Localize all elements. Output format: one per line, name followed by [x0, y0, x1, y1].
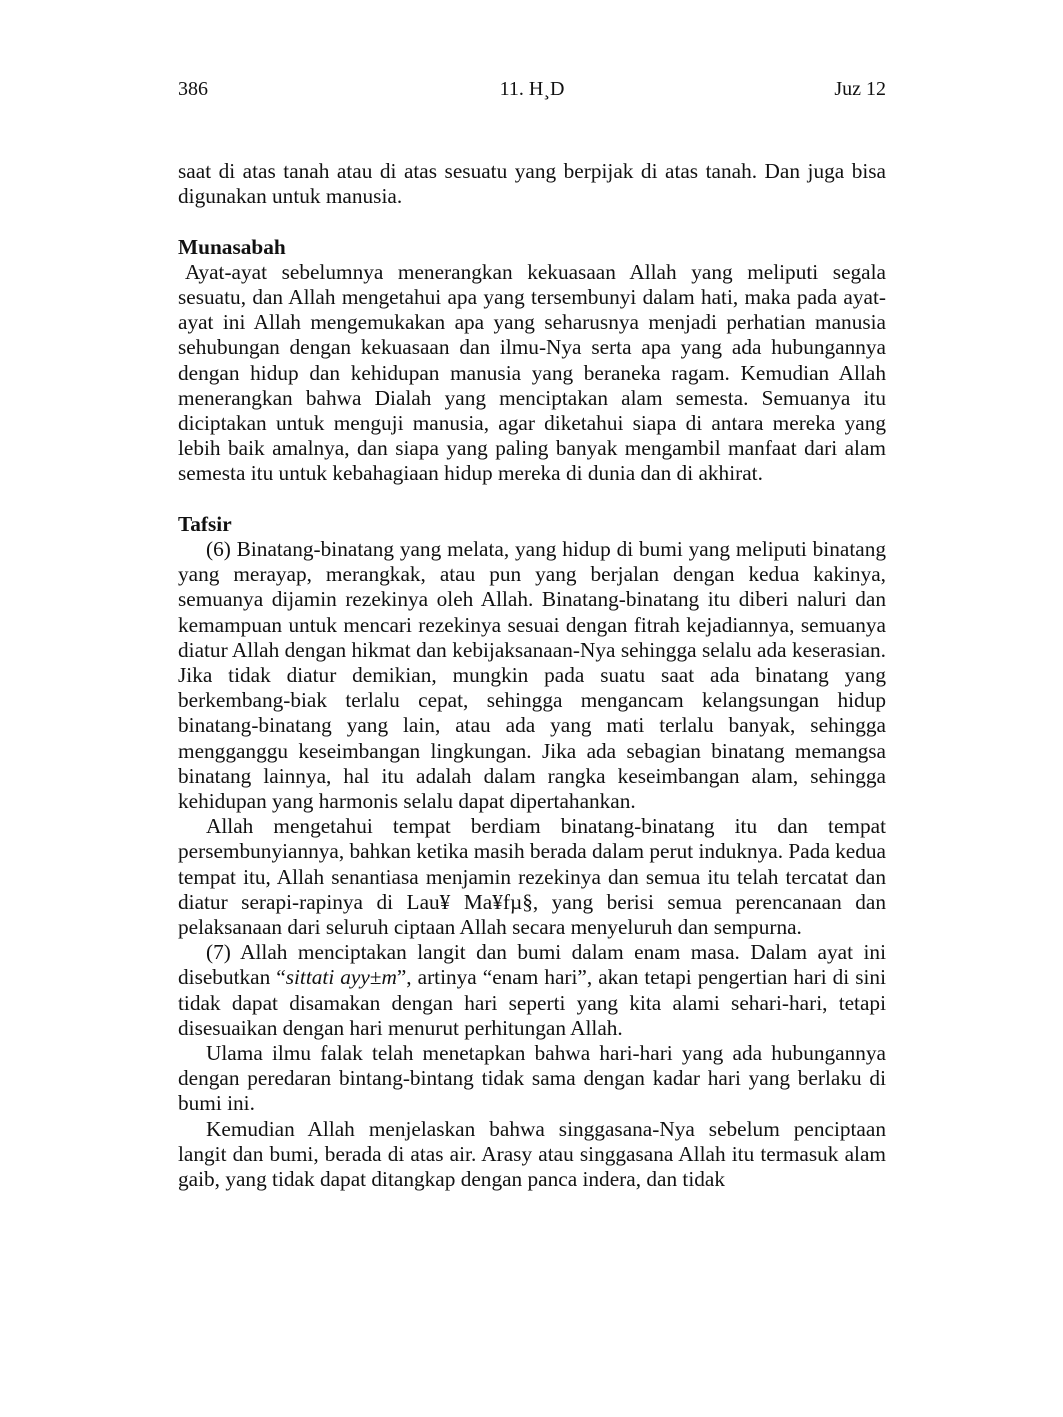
tafsir-paragraph-1: (6) Binatang-binatang yang melata, yang hidup di bumi yang meliputi binatang yang merayap, merangkak, atau pun yang berjalan dengan kedua kakinya, semuanya dijamin rezekinya oleh Allah. Binatang-binatang itu diberi naluri dan kemampuan untuk mencari rezekinya sesuai dengan fitrah kejadiannya, semuanya diatur Allah dengan hikmat dan kebijaksanaan-Nya sehingga selalu ada keserasian. Jika tidak diatur demikian, mungkin pada suatu saat ada binatang yang berkembang-biak terlalu cepat, sehingga mengancam kelangsungan hidup binatang-binatang yang lain, atau ada yang mati terlalu banyak, sehingga mengganggu keseimbangan lingkungan. Jika ada sebagian binatang memangsa binatang lainnya, hal itu adalah dalam rangka keseimbangan alam, sehingga kehidupan yang harmonis selalu dapat dipertahankan. [178, 537, 886, 814]
tafsir-paragraph-2: Allah mengetahui tempat berdiam binatang-binatang itu dan tempat persembunyiannya, bahkan ketika masih berada dalam perut induknya. Pada kedua tempat itu, Allah senantiasa menjamin rezekinya dan semua itu telah tercatat dan diatur serapi-rapinya di Lau¥ Ma¥fµ§, yang berisi semua perencanaan dan pelaksanaan dari seluruh ciptaan Allah secara menyeluruh dan sempurna. [178, 814, 886, 940]
section-gap [178, 487, 886, 512]
page-body [178, 159, 886, 1192]
juz-label: Juz 12 [834, 78, 886, 100]
tafsir-paragraph-3 [178, 940, 886, 1041]
tafsir-heading: Tafsir [178, 511, 232, 536]
chapter-title: 11. H¸D [499, 78, 565, 100]
munasabah-heading: Munasabah [178, 234, 286, 259]
munasabah-paragraph: Ayat-ayat sebelumnya menerangkan kekuasaan Allah yang meliputi segala sesuatu, dan Allah mengetahui apa yang tersembunyi dalam hati, maka pada ayat-ayat ini Allah mengemukakan apa yang seharusnya menjadi perhatian manusia sehubungan dengan kekuasaan dan ilmu-Nya serta apa yang ada hubungannya dengan hidup dan kehidupan manusia yang beraneka ragam. Kemudian Allah menerangkan bahwa Dialah yang menciptakan alam semesta. Semuanya itu diciptakan untuk menguji manusia, agar diketahui siapa di antara mereka yang lebih baik amalnya, dan siapa yang paling banyak mengambil manfaat dari alam semesta itu untuk kebahagiaan hidup mereka di dunia dan di akhirat. [178, 259, 886, 486]
tafsir-p3-before: (7) Allah menciptakan langit dan bumi dalam enam masa. Dalam ayat ini disebutkan “ [178, 940, 886, 990]
tafsir-paragraph-5: Kemudian Allah menjelaskan bahwa singgasana-Nya sebelum penciptaan langit dan bumi, berada di atas air. Arasy atau singgasana Allah itu termasuk alam gaib, yang tidak dapat ditangkap dengan panca indera, dan tidak [178, 1116, 886, 1192]
page-number: 386 [178, 78, 208, 100]
arabic-term: sittati ayy±m [285, 965, 397, 990]
section-gap [178, 209, 886, 234]
intro-paragraph: saat di atas tanah atau di atas sesuatu yang berpijak di atas tanah. Dan juga bisa digunakan untuk manusia. [178, 159, 886, 209]
tafsir-paragraph-4: Ulama ilmu falak telah menetapkan bahwa hari-hari yang ada hubungannya dengan peredaran bintang-bintang tidak sama dengan kadar hari yang berlaku di bumi ini. [178, 1041, 886, 1116]
running-header [178, 76, 886, 102]
tafsir-p3-after: ”, artinya “enam hari”, akan tetapi pengertian hari di sini tidak dapat disamakan dengan hari seperti yang kita alami sehari-hari, tetapi disesuaikan dengan hari menurut perhitungan Allah. [178, 965, 886, 1040]
